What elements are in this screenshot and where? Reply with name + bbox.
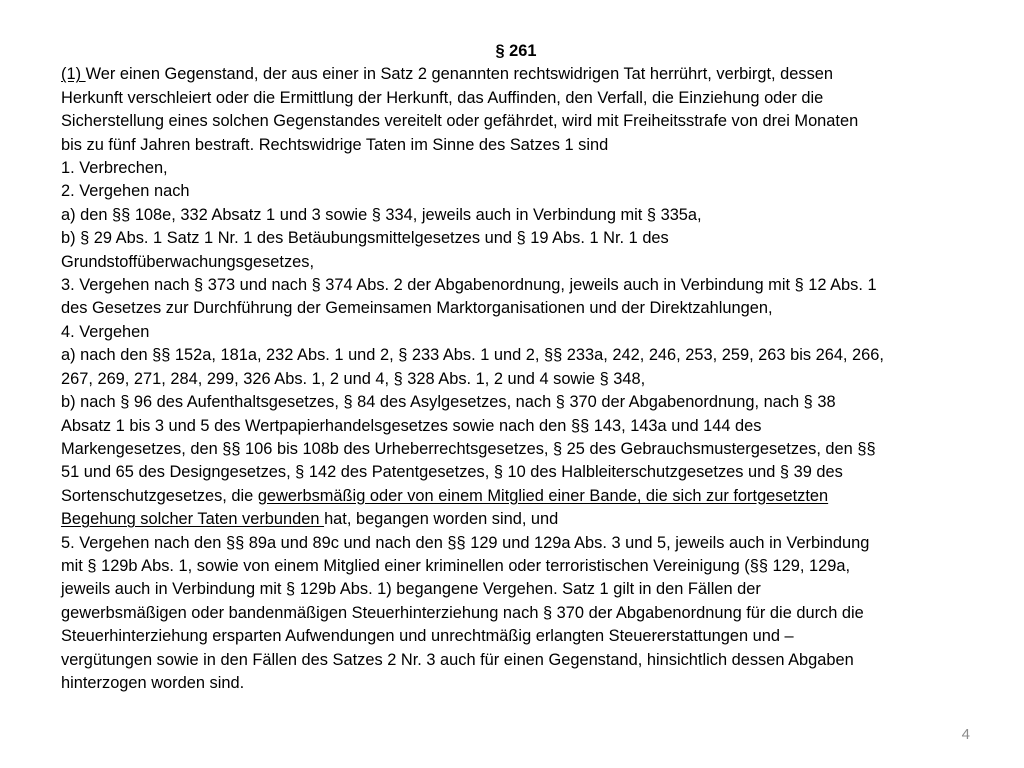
text-line: Sicherstellung eines solchen Gegenstandes vereitelt oder gefährdet, wird mit Freiheitsstrafe von drei Monaten [61,112,859,131]
page-number: 4 [961,726,970,743]
list-item-4a: a) nach den §§ 152a, 181a, 232 Abs. 1 und 2, § 233 Abs. 1 und 2, §§ 233a, 242, 246, 253, 259, 263 bis 264, 266, [61,346,884,365]
list-item-1: 1. Verbrechen, [61,159,168,178]
text-line: Grundstoffüberwachungsgesetzes, [61,252,314,271]
text-segment: Wer einen Gegenstand, der aus einer in Satz 2 genannten rechtswidrigen Tat herrührt, verbirgt, dessen [85,65,834,84]
text-line: 51 und 65 des Designgesetzes, § 142 des Patentgesetzes, § 10 des Halbleiterschutzgesetzes und § 39 des [61,463,843,482]
text-line: Markengesetzes, den §§ 106 bis 108b des Urheberrechtsgesetzes, § 25 des Gebrauchsmustergesetzes, den §§ [61,439,876,458]
text-line: mit § 129b Abs. 1, sowie von einem Mitglied einer kriminellen oder terroristischen Vereinigung (§§ 129, 129a, [61,556,851,575]
text-line: vergütungen sowie in den Fällen des Satzes 2 Nr. 3 auch für einen Gegenstand, hinsichtlich dessen Abgaben [61,650,854,669]
text-line: gewerbsmäßigen oder bandenmäßigen Steuerhinterziehung nach § 370 der Abgabenordnung für die durch die [61,603,864,622]
list-item-5: 5. Vergehen nach den §§ 89a und 89c und nach den §§ 129 und 129a Abs. 3 und 5, jeweils auch in Verbindung [61,533,870,552]
law-text-body [61,40,971,695]
list-item-2a: a) den §§ 108e, 332 Absatz 1 und 3 sowie § 334, jeweils auch in Verbindung mit § 335a, [61,205,702,224]
text-line: jeweils auch in Verbindung mit § 129b Abs. 1) begangene Vergehen. Satz 1 gilt in den Fällen der [61,580,761,599]
text-line: des Gesetzes zur Durchführung der Gemeinsamen Marktorganisationen und der Direktzahlungen, [61,299,773,318]
list-item-2: 2. Vergehen nach [61,182,190,201]
text-line: Absatz 1 bis 3 und 5 des Wertpapierhandelsgesetzes sowie nach den §§ 143, 143a und 144 des [61,416,762,435]
section-heading: § 261 [495,42,537,60]
list-item-3: 3. Vergehen nach § 373 und nach § 374 Abs. 2 der Abgabenordnung, jeweils auch in Verbindung mit § 12 Abs. 1 [61,276,877,295]
list-item-2b: b) § 29 Abs. 1 Satz 1 Nr. 1 des Betäubungsmittelgesetzes und § 19 Abs. 1 Nr. 1 des [61,229,669,248]
text-line [61,63,971,86]
list-item-4: 4. Vergehen [61,322,150,341]
underlined-phrase: gewerbsmäßig oder von einem Mitglied einer Bande, die sich zur fortgesetzten [257,486,829,505]
text-segment: hat, begangen worden sind, und [324,510,559,529]
text-line [61,485,971,508]
text-line: Steuerhinterziehung ersparten Aufwendungen und unrechtmäßig erlangten Steuererstattungen und – [61,627,794,646]
text-line: 267, 269, 271, 284, 299, 326 Abs. 1, 2 und 4, § 328 Abs. 1, 2 und 4 sowie § 348, [61,369,646,388]
text-line: hinterzogen worden sind. [61,673,245,692]
text-line [61,508,971,531]
paragraph-marker: (1) [61,65,86,84]
text-line: bis zu fünf Jahren bestraft. Rechtswidrige Taten im Sinne des Satzes 1 sind [61,135,609,154]
underlined-phrase: Begehung solcher Taten verbunden [61,510,325,529]
text-segment: Sortenschutzgesetzes, die [61,486,258,505]
text-line: Herkunft verschleiert oder die Ermittlung der Herkunft, das Auffinden, den Verfall, die Einziehung oder die [61,88,824,107]
list-item-4b: b) nach § 96 des Aufenthaltsgesetzes, § 84 des Asylgesetzes, nach § 370 der Abgabenordnung, nach § 38 [61,393,836,412]
